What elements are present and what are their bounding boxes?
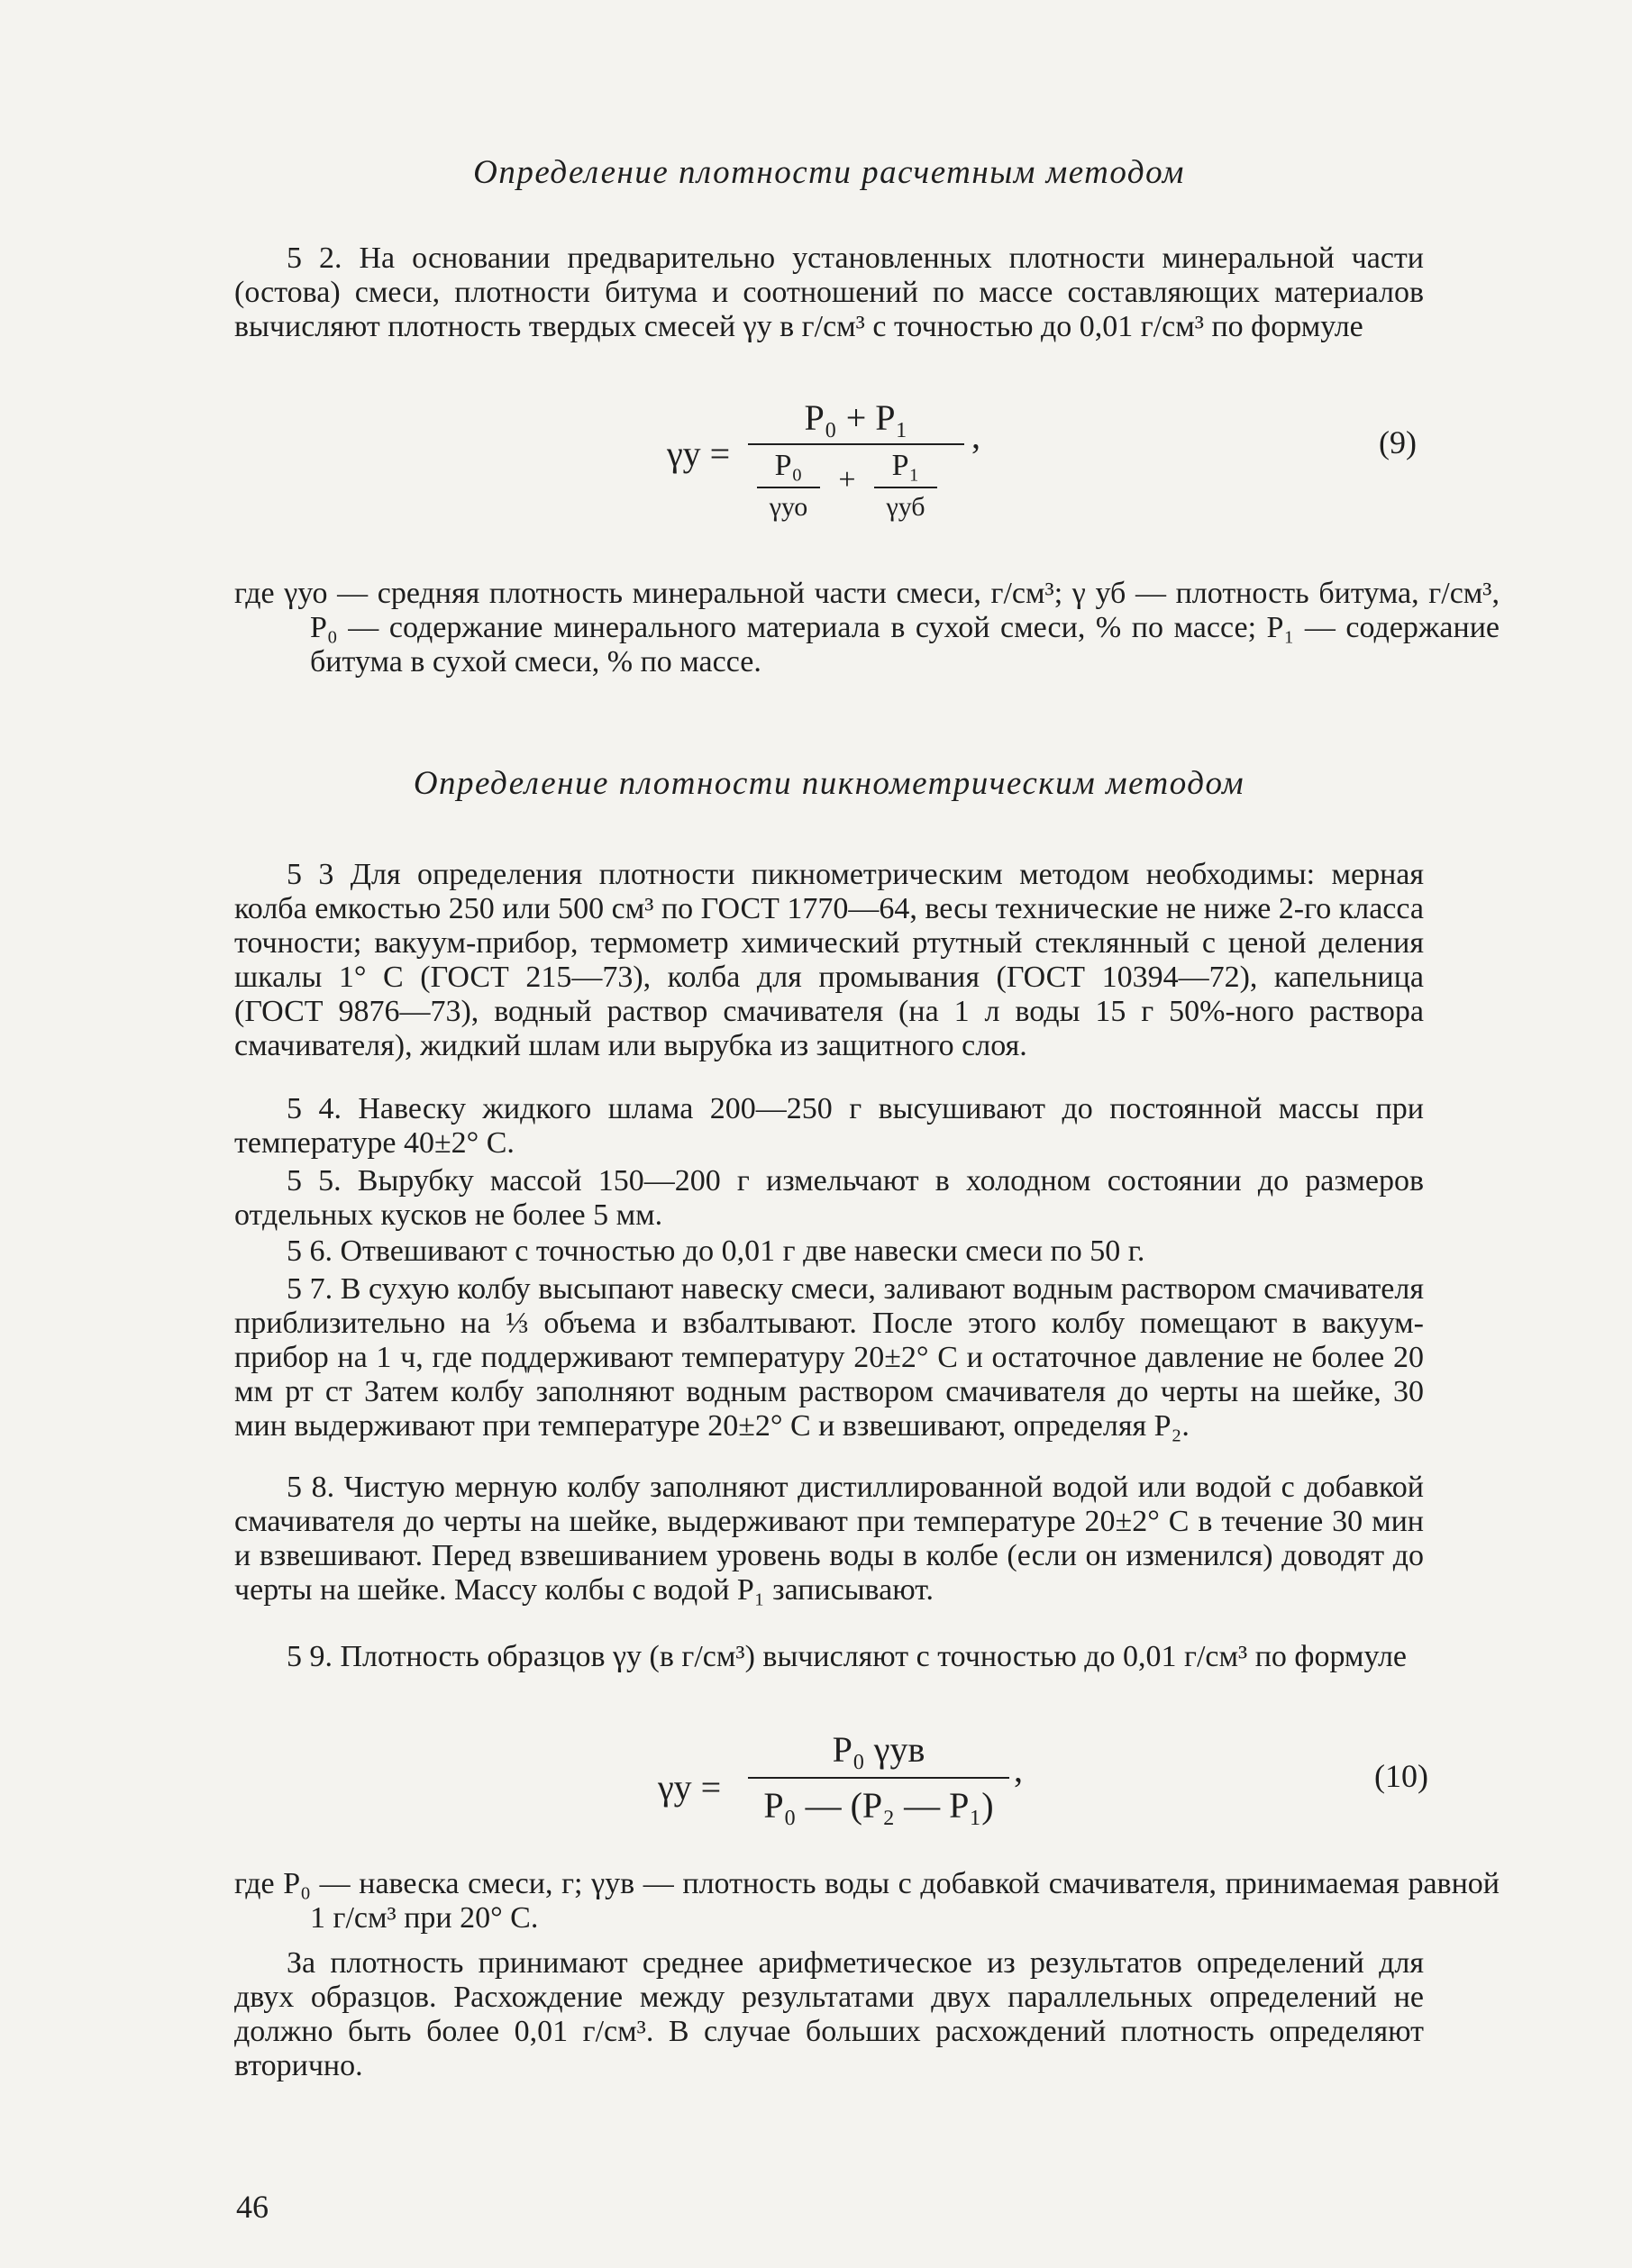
paragraph-5-9: 5 9. Плотность образцов γу (в г/см³) вычисляют с точностью до 0,01 г/см³ по формуле bbox=[287, 1640, 1408, 1673]
section-title-pycnometric: Определение плотности пикнометрическим методом bbox=[413, 765, 1245, 802]
where-10: где P₀ — навеска смеси, г; γув — плотность воды с добавкой смачивателя, принимаемая равной 1 г/см³ при 20° С. bbox=[234, 1867, 1500, 1935]
formula-9-den-right-bar bbox=[874, 487, 937, 488]
formula-10 bbox=[631, 1719, 1442, 1836]
paragraph-5-5: 5 5. Вырубку массой 150—200 г измельчают в холодном состоянии до размеров отдельных кусков не более 5 мм. bbox=[234, 1164, 1424, 1232]
formula-9-den-left-bottom: γуо bbox=[769, 492, 808, 522]
paragraph-5-7: 5 7. В сухую колбу высыпают навеску смеси, заливают водным раствором смачивателя приблизительно на ⅓ объема и взбалтывают. После этого колбу помещают в вакуум-прибор на 1 ч, где поддерживают температуру 20±2° С и остаточное давление не более 20 мм рт ст Затем колбу заполняют водным раствором смачивателя до черты на шейке, 30 мин выдерживают при температуре 20±2° С и взвешивают, определяя P₂. bbox=[234, 1272, 1424, 1443]
paragraph-5-2: 5 2. На основании предварительно установленных плотности минеральной части (остова) смеси, плотности битума и соотношений по массе составляющих материалов вычисляют плотность твердых смесей γу в г/см³ с точностью до 0,01 г/см³ по формуле bbox=[234, 241, 1424, 343]
paragraph-final: За плотность принимают среднее арифметическое из результатов определений для двух образцов. Расхождение между результатами двух параллельных определений не должно быть более 0,01 г/см³. В случае больших расхождений плотность определяют вторично. bbox=[234, 1946, 1424, 2082]
paragraph-5-4: 5 4. Навеску жидкого шлама 200—250 г высушивают до постоянной массы при температуре 40±2° С. bbox=[234, 1092, 1424, 1160]
formula-10-number: (10) bbox=[1374, 1758, 1428, 1794]
where-9: где γуо — средняя плотность минеральной части смеси, г/см³; γ уб — плотность битума, г/см³, P₀ — содержание минерального материала в сухой смеси, % по массе; P₁ — содержание битума в сухой смеси, % по массе. bbox=[234, 577, 1500, 679]
paragraph-5-3: 5 3 Для определения плотности пикнометрическим методом необходимы: мерная колба емкостью 250 или 500 см³ по ГОСТ 1770—64, весы технические не ниже 2-го класса точности; вакуум-прибор, термометр химический ртутный стеклянный с ценой деления шкалы 1° С (ГОСТ 215—73), колба для промывания (ГОСТ 10394—72), капельница (ГОСТ 9876—73), водный раствор смачивателя (на 1 л воды 15 г 50%-ного раствора смачивателя), жидкий шлам или вырубка из защитного слоя. bbox=[234, 858, 1424, 1062]
formula-10-denominator: P₀ — (P₂ — P₁) bbox=[763, 1785, 994, 1826]
formula-10-fraction-bar bbox=[748, 1777, 1009, 1779]
paragraph-5-6: 5 6. Отвешивают с точностью до 0,01 г две навески смеси по 50 г. bbox=[287, 1234, 1145, 1268]
page-number: 46 bbox=[236, 2189, 269, 2225]
formula-9-number: (9) bbox=[1379, 424, 1417, 460]
formula-9 bbox=[631, 387, 1442, 541]
formula-9-lhs: γу = bbox=[667, 433, 731, 474]
formula-10-numerator: P₀ γув bbox=[832, 1729, 925, 1770]
formula-9-comma: , bbox=[971, 415, 980, 456]
formula-9-den-left-top: P₀ bbox=[774, 449, 803, 482]
formula-9-den-right-top: P₁ bbox=[891, 449, 920, 482]
section-title-calculation: Определение плотности расчетным методом bbox=[473, 154, 1185, 191]
formula-10-comma: , bbox=[1014, 1749, 1023, 1790]
formula-9-den-plus: + bbox=[838, 463, 856, 496]
formula-9-numerator: P₀ + P₁ bbox=[804, 397, 908, 438]
formula-9-den-right-bottom: γуб bbox=[886, 492, 925, 522]
formula-9-den-left-bar bbox=[757, 487, 820, 488]
formula-9-fraction-bar bbox=[748, 443, 964, 445]
paragraph-5-8: 5 8. Чистую мерную колбу заполняют дистиллированной водой или водой с добавкой смачивателя до черты на шейке, выдерживают при температуре 20±2° С в течение 30 мин и взвешивают. Перед взвешиванием уровень воды в колбе (если он изменился) доводят до черты на шейке. Массу колбы с водой P₁ записывают. bbox=[234, 1471, 1424, 1607]
formula-10-lhs: γу = bbox=[658, 1767, 722, 1808]
